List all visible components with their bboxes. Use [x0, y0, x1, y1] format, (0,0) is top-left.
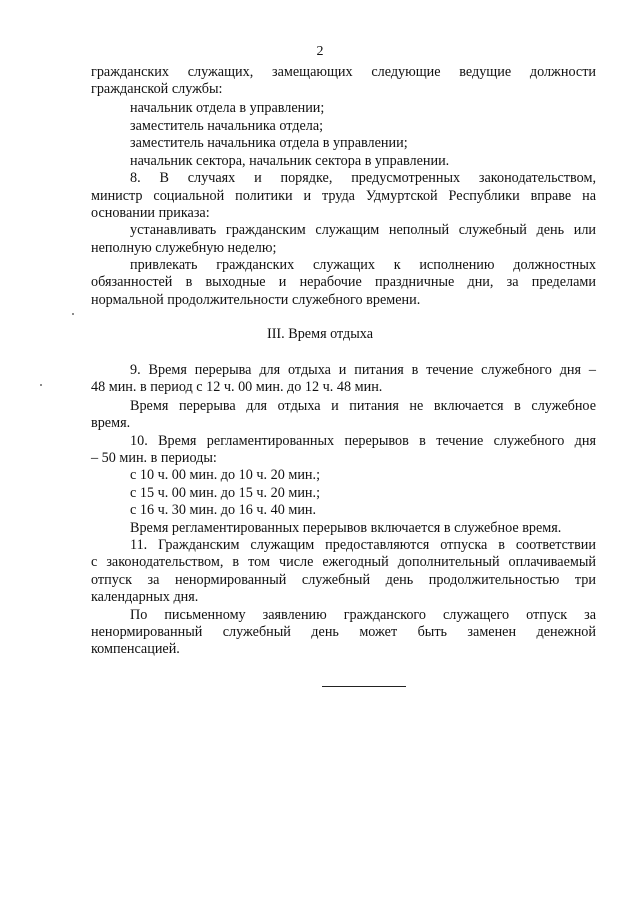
- text-line: министр социальной политики и труда Удмуртской Республики вправе на: [91, 188, 596, 204]
- text-line: компенсацией.: [91, 641, 180, 657]
- margin-speck: [72, 313, 74, 315]
- text-line: 9. Время перерыва для отдыха и питания в течение служебного дня –: [130, 362, 596, 378]
- text-line: устанавливать гражданским служащим неполный служебный день или: [130, 222, 596, 238]
- text-line: отпуск за ненормированный служебный день продолжительностью три: [91, 572, 596, 588]
- page-number: 2: [316, 44, 324, 59]
- text-line: заместитель начальника отдела в управлении;: [130, 135, 408, 151]
- text-line: 48 мин. в период с 12 ч. 00 мин. до 12 ч. 48 мин.: [91, 379, 383, 395]
- text-line: 10. Время регламентированных перерывов в течение служебного дня: [130, 433, 596, 449]
- text-line: начальник сектора, начальник сектора в управлении.: [130, 153, 450, 169]
- text-line: привлекать гражданских служащих к исполнению должностных: [130, 257, 596, 273]
- text-line: По письменному заявлению гражданского служащего отпуск за: [130, 607, 596, 623]
- text-line: начальник отдела в управлении;: [130, 100, 325, 116]
- text-line: с 10 ч. 00 мин. до 10 ч. 20 мин.;: [130, 467, 321, 483]
- text-line: календарных дня.: [91, 589, 199, 605]
- margin-speck: [40, 384, 42, 386]
- text-line: 11. Гражданским служащим предоставляются отпуска в соответствии: [130, 537, 596, 553]
- text-line: с 15 ч. 00 мин. до 15 ч. 20 мин.;: [130, 485, 321, 501]
- text-line: неполную служебную неделю;: [91, 240, 277, 256]
- text-line: нормальной продолжительности служебного времени.: [91, 292, 421, 308]
- text-line: 8. В случаях и порядке, предусмотренных законодательством,: [130, 170, 596, 186]
- text-line: обязанностей в выходные и нерабочие праздничные дни, за пределами: [91, 274, 596, 290]
- section-heading: III. Время отдыха: [266, 326, 374, 342]
- text-line: Время регламентированных перерывов включается в служебное время.: [130, 520, 562, 536]
- text-line: Время перерыва для отдыха и питания не включается в служебное: [130, 398, 596, 414]
- text-line: гражданских служащих, замещающих следующие ведущие должности: [91, 64, 596, 80]
- text-line: – 50 мин. в периоды:: [91, 450, 217, 466]
- end-divider: [322, 686, 406, 687]
- text-line: ненормированный служебный день может быть заменен денежной: [91, 624, 596, 640]
- text-line: время.: [91, 415, 131, 431]
- text-line: с законодательством, в том числе ежегодный дополнительный оплачиваемый: [91, 554, 596, 570]
- text-line: с 16 ч. 30 мин. до 16 ч. 40 мин.: [130, 502, 317, 518]
- text-line: основании приказа:: [91, 205, 210, 221]
- text-line: гражданской службы:: [91, 81, 223, 97]
- text-line: заместитель начальника отдела;: [130, 118, 324, 134]
